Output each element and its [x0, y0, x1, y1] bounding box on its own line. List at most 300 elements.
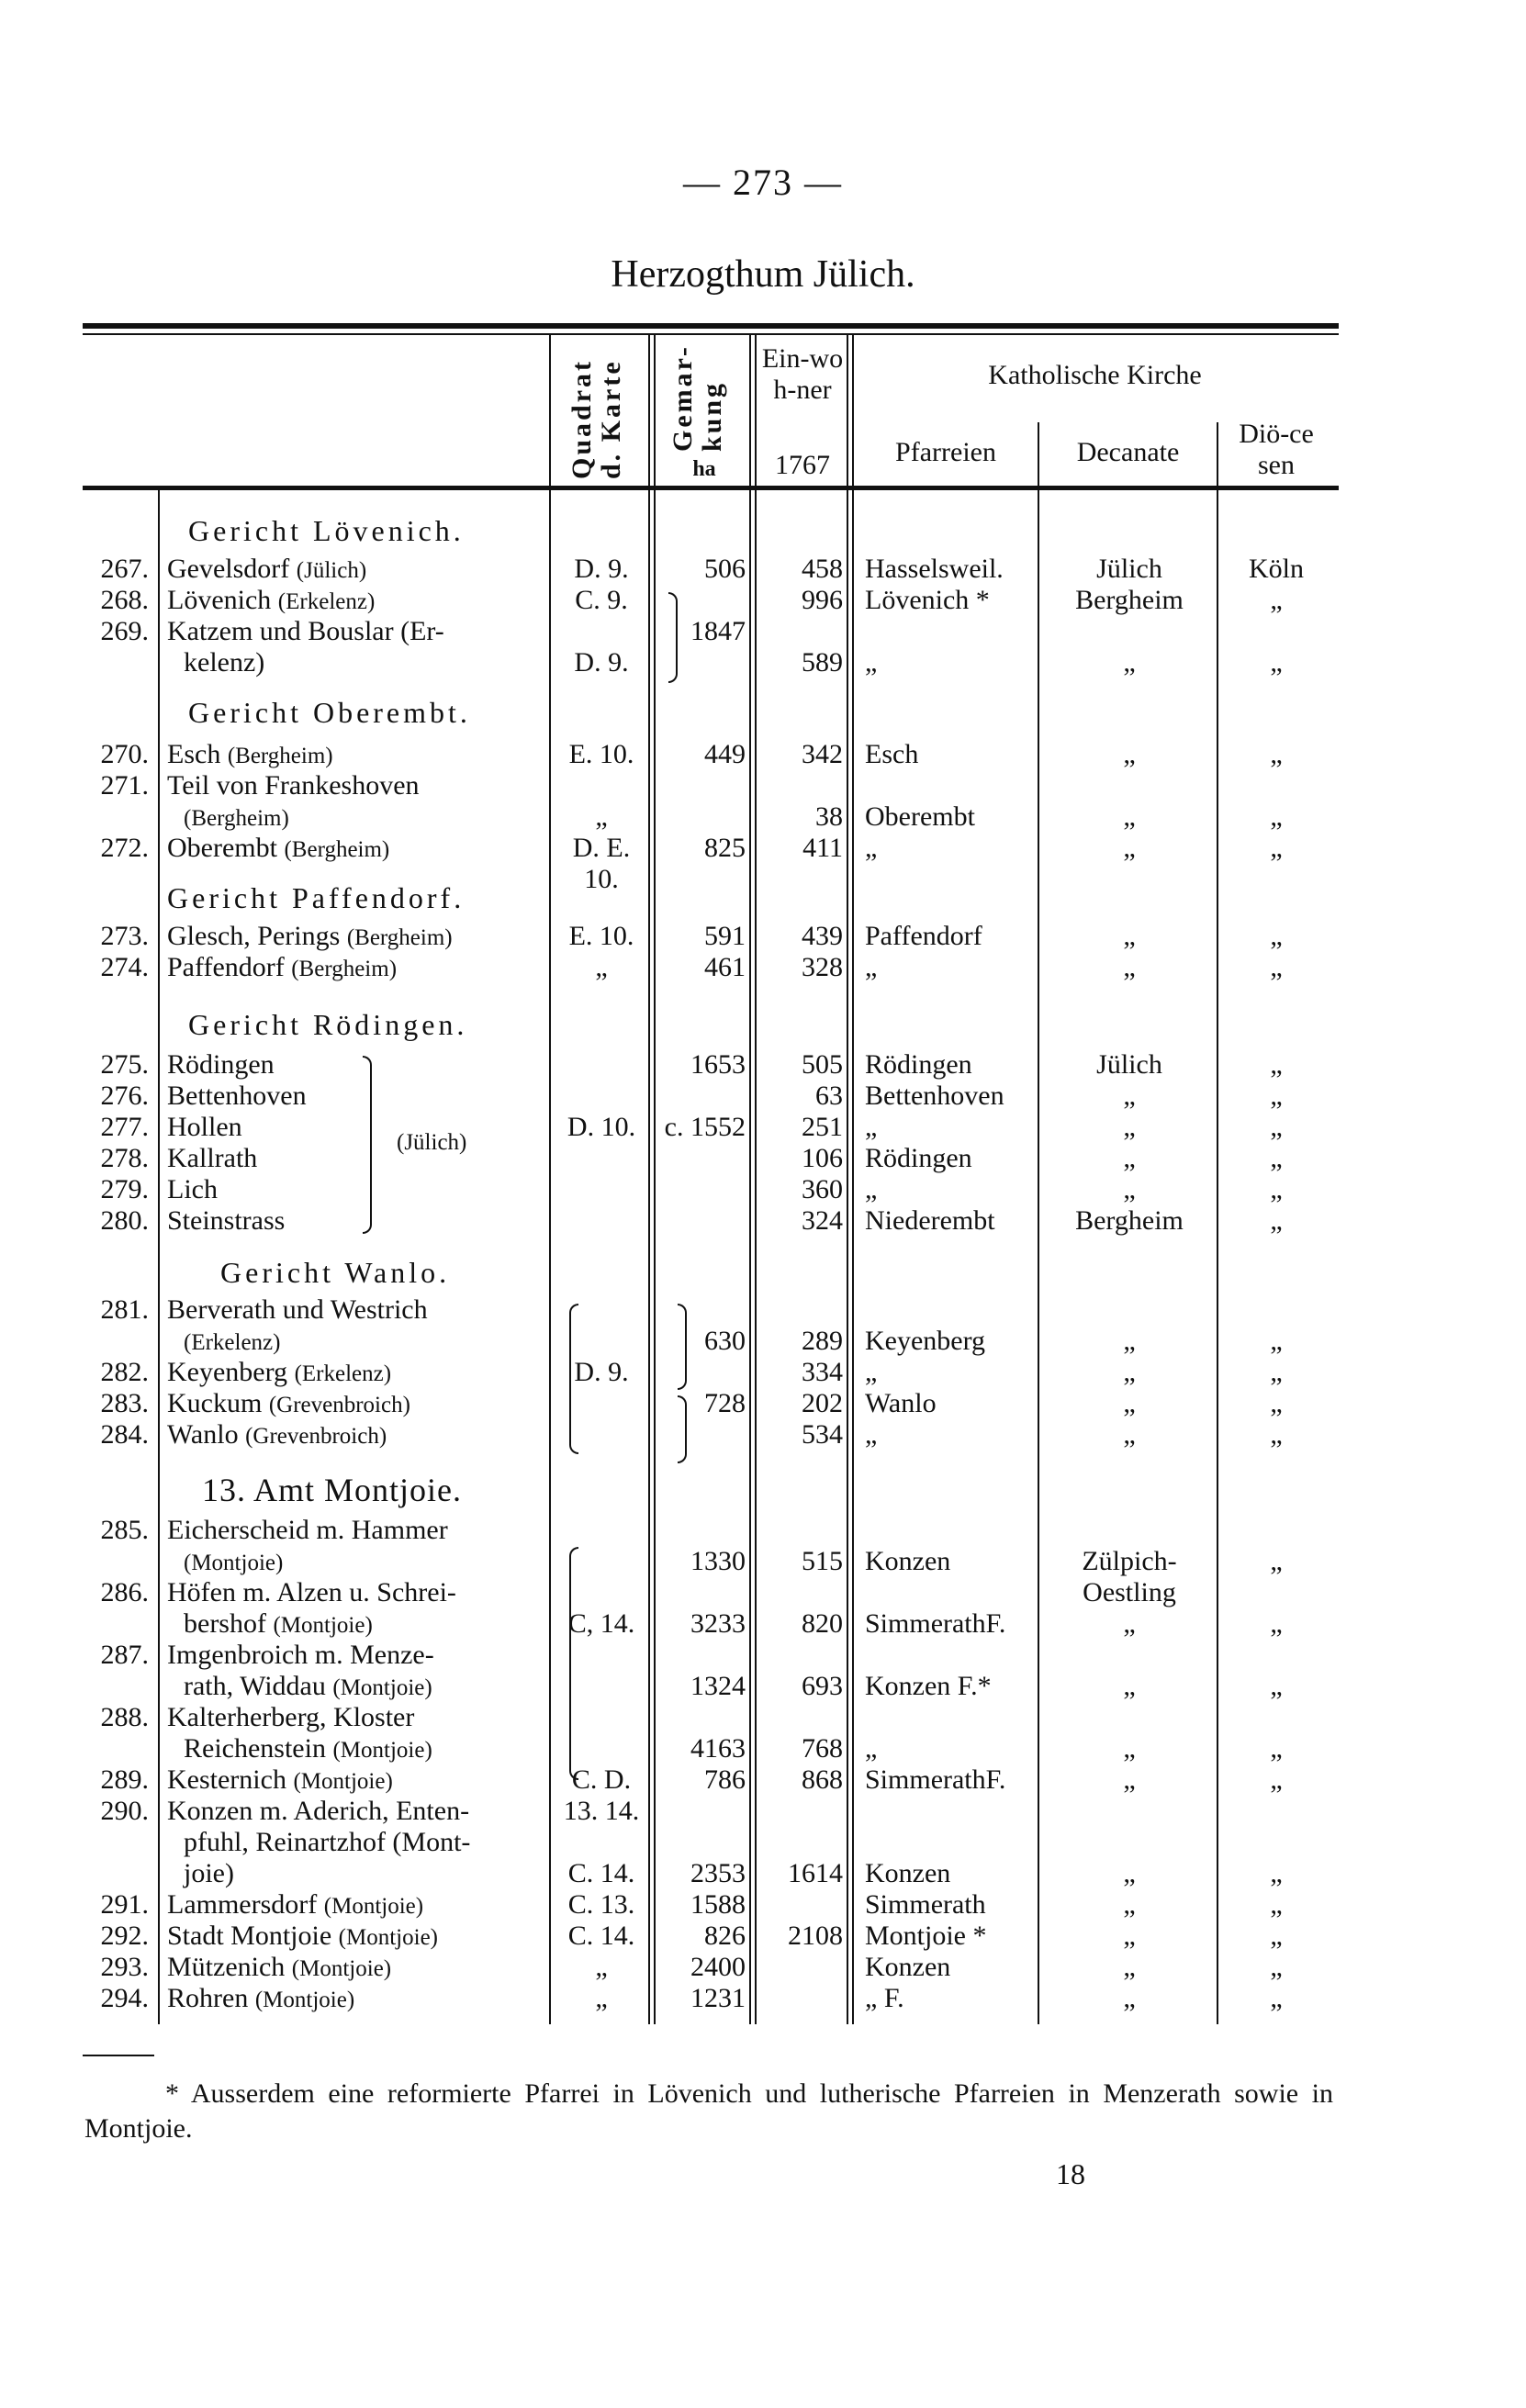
cell-gemarkung: 1330 — [690, 1546, 746, 1576]
cell-decanat: Bergheim — [1075, 585, 1184, 615]
cell-decanat: „ — [1123, 1733, 1136, 1764]
cell-name — [167, 1889, 423, 1922]
cell-dioecese: „ — [1270, 739, 1283, 769]
table-row — [0, 1205, 1526, 1237]
district-name: (Jülich) — [397, 1130, 467, 1155]
cell-gemarkung: 1231 — [690, 1983, 746, 2013]
cell-dioecese: „ — [1270, 1764, 1283, 1795]
cell-name — [167, 554, 366, 587]
cell-dioecese: „ — [1270, 1419, 1283, 1450]
cell-pfarrei: Niederembt — [865, 1205, 995, 1236]
cell-no: 282. — [100, 1357, 149, 1387]
cell-pfarrei: Konzen — [865, 1858, 951, 1888]
cell-dioecese: „ — [1270, 801, 1283, 832]
cell-dioecese: „ — [1270, 1608, 1283, 1639]
table-row — [0, 921, 1526, 952]
cell-no: 273. — [100, 921, 149, 951]
section-heading: Gericht Oberembt. — [188, 696, 471, 729]
district-name: (Montjoie) — [291, 1956, 392, 1981]
cell-name — [167, 1796, 469, 1829]
cell-decanat: „ — [1123, 801, 1136, 832]
cell-dioecese: „ — [1270, 1671, 1283, 1701]
cell-name — [167, 1388, 410, 1421]
district-name: (Bergheim) — [227, 744, 333, 768]
district-name: (Montjoie) — [332, 1738, 432, 1763]
cell-dioecese: „ — [1270, 1326, 1283, 1356]
cell-decanat: Jülich — [1096, 554, 1162, 584]
cell-einwohner: 289 — [802, 1326, 843, 1356]
cell-gemarkung: 825 — [704, 833, 746, 863]
cell-quadrat: 13. 14. — [563, 1796, 640, 1826]
cell-name — [167, 952, 397, 985]
cell-decanat: „ — [1123, 1764, 1136, 1795]
brace-wanlo-gem-2 — [678, 1395, 687, 1463]
cell-name — [167, 770, 420, 803]
cell-name — [167, 1764, 393, 1798]
cell-no: 277. — [100, 1112, 149, 1142]
place-name: joie) — [184, 1858, 234, 1888]
district-name: (Montjoie) — [184, 1551, 284, 1575]
cell-pfarrei: „ — [865, 647, 878, 678]
cell-no: 294. — [100, 1983, 149, 2013]
cell-quadrat: „ — [595, 1952, 608, 1982]
cell-dioecese: „ — [1270, 952, 1283, 982]
district-name: (Montjoie) — [293, 1769, 393, 1794]
cell-dioecese: „ — [1270, 1205, 1283, 1236]
table-row — [0, 864, 1526, 895]
place-name: Stadt Montjoie — [167, 1921, 332, 1951]
cell-einwohner: 334 — [802, 1357, 843, 1387]
cell-dioecese: „ — [1270, 1174, 1283, 1204]
table-row — [0, 1796, 1526, 1827]
table-row — [0, 1640, 1526, 1671]
cell-decanat: „ — [1123, 1671, 1136, 1701]
district-name: (Grevenbroich) — [245, 1424, 387, 1449]
table-row — [0, 770, 1526, 801]
cell-dioecese: „ — [1270, 1357, 1283, 1387]
header-pfarreien: Pfarreien — [895, 437, 996, 467]
table-row — [0, 952, 1526, 983]
page-title: Herzogthum Jülich. — [611, 253, 915, 296]
district-name: (Grevenbroich) — [268, 1393, 410, 1417]
cell-name — [167, 1577, 456, 1610]
place-name: Steinstrass — [167, 1205, 286, 1236]
cell-dioecese: „ — [1270, 585, 1283, 615]
cell-name — [167, 1702, 414, 1735]
cell-pfarrei: Montjoie * — [865, 1921, 987, 1951]
cell-gemarkung: 2400 — [690, 1952, 746, 1982]
place-name: Teil von Frankeshoven — [167, 770, 420, 801]
cell-name — [167, 1294, 428, 1327]
place-name: Höfen m. Alzen u. Schrei- — [167, 1577, 456, 1607]
table-row — [0, 585, 1526, 616]
section-heading: Gericht Rödingen. — [188, 1008, 468, 1041]
cell-dioecese: „ — [1270, 647, 1283, 678]
cell-einwohner: 768 — [802, 1733, 843, 1764]
cell-dioecese: „ — [1270, 1733, 1283, 1764]
place-name: Katzem und Bouslar (Er- — [167, 616, 444, 646]
place-name: Keyenberg — [167, 1357, 288, 1387]
cell-name — [184, 1671, 432, 1704]
cell-decanat: „ — [1123, 1143, 1136, 1173]
cell-decanat: „ — [1123, 952, 1136, 982]
cell-quadrat: D. 9. — [574, 1357, 629, 1387]
cell-quadrat: C. 13. — [567, 1889, 635, 1920]
cell-decanat: „ — [1123, 1419, 1136, 1450]
footnote-rule — [83, 2055, 154, 2056]
section-heading: 13. Amt Montjoie. — [202, 1472, 463, 1508]
cell-pfarrei: Konzen — [865, 1546, 951, 1576]
cell-quadrat: „ — [595, 1983, 608, 2013]
cell-dioecese: „ — [1270, 1112, 1283, 1142]
table-row — [0, 739, 1526, 770]
table-row — [0, 833, 1526, 864]
cell-no: 274. — [100, 952, 149, 982]
cell-name — [184, 1858, 234, 1891]
cell-gemarkung: 506 — [704, 554, 746, 584]
cell-pfarrei: Oberembt — [865, 801, 975, 832]
cell-dioecese: „ — [1270, 1858, 1283, 1888]
brace-montjoie-quadrat — [569, 1547, 578, 1780]
cell-name — [167, 1081, 307, 1114]
cell-dioecese: „ — [1270, 1546, 1283, 1576]
cell-einwohner: 411 — [802, 833, 843, 863]
table-row — [0, 1515, 1526, 1546]
cell-einwohner: 38 — [815, 801, 843, 832]
table-row — [0, 1112, 1526, 1155]
cell-name — [167, 1143, 257, 1176]
place-name: Lich — [167, 1174, 218, 1204]
cell-name — [167, 616, 444, 649]
district-name: (Bergheim) — [291, 957, 398, 981]
place-name: Reichenstein — [184, 1733, 326, 1764]
cell-name — [167, 1640, 434, 1673]
cell-gemarkung: 4163 — [690, 1733, 746, 1764]
district-name: (Montjoie) — [273, 1613, 373, 1638]
cell-pfarrei: Simmerath — [865, 1889, 986, 1920]
cell-dioecese: „ — [1270, 1049, 1283, 1080]
cell-quadrat: D. E. — [572, 833, 631, 863]
cell-name — [184, 647, 264, 680]
cell-dioecese: „ — [1270, 1143, 1283, 1173]
cell-no: 270. — [100, 739, 149, 769]
cell-einwohner: 505 — [802, 1049, 843, 1080]
cell-pfarrei: Hasselsweil. — [865, 554, 1004, 584]
table-row — [0, 1326, 1526, 1357]
table-row — [0, 1671, 1526, 1702]
cell-no: 271. — [100, 770, 149, 801]
cell-pfarrei: Rödingen — [865, 1143, 972, 1173]
cell-gemarkung: 3233 — [690, 1608, 746, 1639]
cell-no: 290. — [100, 1796, 149, 1826]
cell-dioecese: „ — [1270, 1889, 1283, 1920]
cell-no: 293. — [100, 1952, 149, 1982]
table-row — [0, 1764, 1526, 1796]
cell-no: 280. — [100, 1205, 149, 1236]
cell-pfarrei: „ — [865, 833, 878, 863]
district-name: (Erkelenz) — [184, 1330, 281, 1355]
table-top-rule-thin — [83, 333, 1339, 335]
cell-dioecese: „ — [1270, 1388, 1283, 1418]
table-row — [0, 1294, 1526, 1326]
header-quadrat: Quadrat d. Karte — [567, 358, 626, 479]
district-name: (Bergheim) — [284, 837, 390, 862]
cell-pfarrei: Wanlo — [865, 1388, 937, 1418]
place-name: Oberembt — [167, 833, 277, 863]
cell-quadrat: E. 10. — [568, 739, 634, 769]
cell-quadrat: „ — [595, 952, 608, 982]
cell-decanat: „ — [1123, 1858, 1136, 1888]
cell-pfarrei: Lövenich * — [865, 585, 990, 615]
place-name: Kesternich — [167, 1764, 286, 1795]
cell-einwohner: 328 — [802, 952, 843, 982]
table-row — [0, 1174, 1526, 1205]
cell-name — [184, 1733, 432, 1766]
cell-name — [184, 1546, 283, 1579]
cell-gemarkung: 1653 — [690, 1049, 746, 1080]
cell-einwohner: 589 — [802, 647, 843, 678]
cell-name — [184, 801, 289, 834]
place-name: Paffendorf — [167, 952, 285, 982]
cell-dioecese: „ — [1270, 1921, 1283, 1951]
place-name: bershof — [184, 1608, 266, 1639]
cell-name — [167, 921, 453, 954]
table-row — [0, 554, 1526, 585]
cell-no: 283. — [100, 1388, 149, 1418]
section-heading: Gericht Wanlo. — [220, 1256, 451, 1289]
cell-dioecese: „ — [1270, 1952, 1283, 1982]
header-einwohner: Ein-woh-ner — [761, 343, 844, 405]
cell-decanat: „ — [1123, 1388, 1136, 1418]
cell-name — [167, 1952, 391, 1985]
cell-name — [167, 1419, 387, 1452]
cell-quadrat: E. 10. — [568, 921, 634, 951]
cell-no: 291. — [100, 1889, 149, 1920]
cell-decanat: „ — [1123, 1921, 1136, 1951]
cell-pfarrei: Konzen — [865, 1952, 951, 1982]
cell-einwohner: 106 — [802, 1143, 843, 1173]
cell-dioecese: „ — [1270, 921, 1283, 951]
cell-name — [167, 1983, 354, 2016]
header-kirche: Katholische Kirche — [988, 360, 1202, 390]
cell-decanat: „ — [1123, 1608, 1136, 1639]
cell-einwohner: 515 — [802, 1546, 843, 1576]
table-row — [0, 1827, 1526, 1858]
place-name: Mützenich — [167, 1952, 286, 1982]
cell-gemarkung: 1588 — [690, 1889, 746, 1920]
cell-no: 284. — [100, 1419, 149, 1450]
header-bottom-rule — [83, 486, 1339, 490]
table-row — [0, 1733, 1526, 1764]
cell-name — [167, 1174, 218, 1207]
table-row — [0, 1858, 1526, 1889]
table-top-rule — [83, 323, 1339, 329]
cell-quadrat: C. 14. — [567, 1921, 635, 1951]
place-name: Konzen m. Aderich, Enten- — [167, 1796, 470, 1826]
header-einwohner-year: 1767 — [775, 450, 830, 480]
place-name: pfuhl, Reinartzhof (Mont- — [184, 1827, 471, 1857]
place-name: Glesch, Perings — [167, 921, 341, 951]
cell-dioecese: Köln — [1249, 554, 1304, 584]
cell-gemarkung: 786 — [704, 1764, 746, 1795]
cell-einwohner: 439 — [802, 921, 843, 951]
cell-quadrat: C. D. — [571, 1764, 632, 1795]
table-row — [0, 1608, 1526, 1640]
signature-mark: 18 — [1056, 2157, 1085, 2190]
cell-pfarrei: Paffendorf — [865, 921, 982, 951]
cell-pfarrei: SimmerathF. — [865, 1608, 1006, 1639]
cell-gemarkung: 1847 — [690, 616, 746, 646]
cell-decanat: „ — [1123, 1357, 1136, 1387]
place-name: Kuckum — [167, 1388, 263, 1418]
district-name: (Erkelenz) — [277, 589, 376, 614]
table-row — [0, 1983, 1526, 2014]
cell-einwohner: 251 — [802, 1112, 843, 1142]
cell-pfarrei: „ — [865, 952, 878, 982]
cell-pfarrei: „ — [865, 1733, 878, 1764]
cell-gemarkung: c. 1552 — [664, 1112, 746, 1142]
cell-einwohner: 1614 — [788, 1858, 843, 1888]
cell-einwohner: 202 — [802, 1388, 843, 1418]
footnote: * Ausserdem eine reformierte Pfarrei in Lövenich und lutherische Pfarreien in Menzerath sowie in Montjoie. — [84, 2078, 1333, 2144]
cell-name — [184, 1608, 373, 1641]
table-row — [0, 616, 1526, 647]
place-name: Lövenich — [167, 585, 272, 615]
table-row — [0, 1143, 1526, 1174]
district-name: (Montjoie) — [338, 1925, 438, 1950]
place-name: rath, Widdau — [184, 1671, 326, 1701]
kirche-split-line-2 — [1217, 422, 1218, 487]
cell-no: 279. — [100, 1174, 149, 1204]
cell-pfarrei: Rödingen — [865, 1049, 972, 1080]
header-gemarkung-unit: ha — [692, 457, 716, 481]
cell-quadrat: C, 14. — [567, 1608, 635, 1639]
place-name: Esch — [167, 739, 221, 769]
table-row — [0, 1049, 1526, 1081]
cell-decanat: „ — [1123, 1983, 1136, 2013]
header-gemarkung: Gemar-kung — [668, 344, 727, 452]
cell-no: 276. — [100, 1081, 149, 1111]
brace-wanlo-quadrat — [569, 1304, 578, 1454]
cell-pfarrei: Bettenhoven — [865, 1081, 1004, 1111]
header-dioecesen: Diö-cesen — [1239, 419, 1314, 480]
cell-decanat: „ — [1123, 647, 1136, 678]
cell-name — [167, 833, 389, 866]
cell-pfarrei: Keyenberg — [865, 1326, 986, 1356]
cell-gemarkung: 2353 — [690, 1858, 746, 1888]
cell-no: 281. — [100, 1294, 149, 1325]
cell-no: 278. — [100, 1143, 149, 1173]
place-name: Rödingen — [167, 1049, 275, 1080]
cell-einwohner: 820 — [802, 1608, 843, 1639]
cell-decanat: „ — [1123, 921, 1136, 951]
place-name: Wanlo — [167, 1419, 239, 1450]
cell-no: 286. — [100, 1577, 149, 1607]
place-name: Kalterherberg, Kloster — [167, 1702, 415, 1732]
cell-pfarrei: „ — [865, 1357, 878, 1387]
cell-einwohner: 458 — [802, 554, 843, 584]
cell-no: 288. — [100, 1702, 149, 1732]
place-name: kelenz) — [184, 647, 265, 678]
cell-dioecese: „ — [1270, 1081, 1283, 1111]
cell-quadrat: D. 10. — [567, 1112, 636, 1142]
cell-gemarkung: 826 — [704, 1921, 746, 1951]
cell-decanat: „ — [1123, 1889, 1136, 1920]
table-row — [0, 1577, 1526, 1608]
cell-name — [167, 1205, 285, 1238]
cell-decanat: „ — [1123, 1112, 1136, 1142]
table-row — [0, 647, 1526, 678]
cell-quadrat: D. 9. — [574, 554, 629, 584]
cell-einwohner: 63 — [815, 1081, 843, 1111]
cell-no: 292. — [100, 1921, 149, 1951]
place-name: Bettenhoven — [167, 1081, 307, 1111]
table-row — [0, 1889, 1526, 1921]
district-name: (Bergheim) — [346, 925, 453, 950]
cell-name — [167, 1515, 448, 1548]
cell-einwohner: 868 — [802, 1764, 843, 1795]
brace-roedingen — [363, 1056, 372, 1234]
cell-einwohner: 693 — [802, 1671, 843, 1701]
page-number: — 273 — — [683, 162, 843, 203]
place-name: Hollen — [167, 1112, 242, 1142]
cell-no: 269. — [100, 616, 149, 646]
cell-einwohner: 996 — [802, 585, 843, 615]
cell-pfarrei: SimmerathF. — [865, 1764, 1006, 1795]
place-name: Kallrath — [167, 1143, 258, 1173]
district-name: (Bergheim) — [184, 806, 289, 831]
cell-dioecese: „ — [1270, 833, 1283, 863]
cell-dioecese: „ — [1270, 1983, 1283, 2013]
cell-einwohner: 534 — [802, 1419, 843, 1450]
district-name: (Montjoie) — [332, 1675, 432, 1700]
cell-no: 285. — [100, 1515, 149, 1545]
cell-no: 267. — [100, 554, 149, 584]
cell-gemarkung: 728 — [704, 1388, 746, 1418]
cell-name — [167, 585, 375, 618]
place-name: Gevelsdorf — [167, 554, 290, 584]
cell-no: 289. — [100, 1764, 149, 1795]
cell-no: 287. — [100, 1640, 149, 1670]
cell-pfarrei: „ — [865, 1112, 878, 1142]
cell-no: 272. — [100, 833, 149, 863]
cell-quadrat: D. 9. — [574, 647, 629, 678]
table-row — [0, 1388, 1526, 1419]
cell-pfarrei: „ — [865, 1174, 878, 1204]
cell-einwohner: 360 — [802, 1174, 843, 1204]
cell-name — [167, 1921, 438, 1954]
cell-pfarrei: Esch — [865, 739, 919, 769]
district-name: (Erkelenz) — [294, 1361, 392, 1386]
cell-name — [167, 1049, 275, 1082]
cell-decanat: „ — [1123, 833, 1136, 863]
place-name: Eicherscheid m. Hammer — [167, 1515, 448, 1545]
place-name: Lammersdorf — [167, 1889, 318, 1920]
place-name: Rohren — [167, 1983, 249, 2013]
cell-einwohner: 2108 — [788, 1921, 843, 1951]
cell-decanat: Bergheim — [1075, 1205, 1184, 1236]
cell-no: 268. — [100, 585, 149, 615]
cell-decanat: „ — [1123, 1081, 1136, 1111]
district-name: (Jülich) — [296, 558, 367, 583]
table-row — [0, 1921, 1526, 1952]
cell-gemarkung: 449 — [704, 739, 746, 769]
cell-gemarkung: 1324 — [690, 1671, 746, 1701]
cell-gemarkung: 591 — [704, 921, 746, 951]
place-name: Imgenbroich m. Menze- — [167, 1640, 434, 1670]
cell-name — [167, 1112, 467, 1155]
cell-pfarrei: Konzen F.* — [865, 1671, 992, 1701]
